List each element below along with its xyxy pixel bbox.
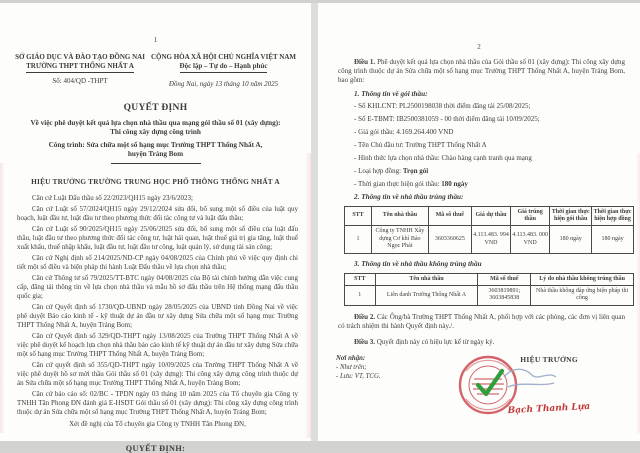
recital: Căn cứ báo cáo số: 02/BC - TPDN ngày 03 tháng 10 năm 2025 của Tổ chuyên gia Công ty TNHH Tân Phong ĐN đánh giá E-HSDT Gói thầu số 01 (xây dựng): Thi công xây dựng công trình thuộc dự án Sửa chữa một số hạng mục Trường THPT Thống Nhất A, huyện Trảng Bom; [17,390,298,417]
recital: Căn cứ Luật số 57/2024/QH15 ngày 29/12/2024 sửa đổi, bổ sung một số điều của luật quy hoạch, luật đầu tư, luật đầu tư theo phương thức đối tác công tư và luật đấu thầu; [17,204,298,222]
article-2-label: Điều 2. [354,312,376,321]
article-3 [338,338,625,347]
list-item: - Loại hợp đồng: Trọn gói [354,167,429,176]
project-line: Công trình: Sửa chữa một số hạng mục Trường THPT Thống Nhất A, huyện Trảng Bom [48,141,263,158]
list-item: - Thời gian thực hiện gói thầu: 180 ngày [354,180,468,189]
page-number: 2 [477,43,481,51]
table-header-row: STT Tên nhà thầu Mã số thuế Lý do nhà thầu không trúng thầu [345,273,634,285]
table-header-row: STT Tên nhà thầu Mã số thuế Giá dự thầu Giá trúng thầu Thời gian thực hiện gói thầu Thời gian thực hiện hợp đồng [345,206,634,226]
recital: Căn cứ Quyết định số 329/QD-THPT ngày 13/08/2025 của Trường THPT Thống Nhất A về việc phê duyệt kế hoạch lựa chọn nhà thầu báo cáo kinh tế kỹ thuật dự án đầu tư xây dựng Sửa chữa một số hạng mục Trường THPT Thống Nhất A, huyện Trảng Bom; [17,331,298,359]
recitals [17,194,298,429]
section-1-heading: 1. Thông tin về gói thầu: [354,89,428,98]
decision-heading: QUYẾT ĐỊNH: [125,443,186,453]
recital-proposal: Xét đề nghị của Tổ chuyên gia Công ty TNHH Tân Phong ĐN, [69,419,246,428]
recital: Căn cứ Quyết định số 1730/QD-UBND ngày 28/05/2025 của UBND tỉnh Đồng Nai về việc phê duyệt Báo cáo kinh tế - kỹ thuật dự án đầu tư xây dựng Sửa chữa một số hạng mục Trường THPT Thống Nhất A, huyện Trảng Bom; [17,302,298,330]
document-number: Số: 404/QD -THPT [52,77,108,85]
document-subtitle: Về việc phê duyệt kết quả lựa chọn nhà thầu qua mạng gói thầu số 01 (xây dựng): Thi công xây dựng công trình [30,119,281,136]
header-issuing-agency [14,53,146,89]
stamp-seal-icon [460,357,516,413]
scan-artifact [0,163,5,433]
date-line: Đồng Nai, ngày 13 tháng 10 năm 2025 [168,80,279,88]
package-info-list [318,102,640,189]
motto: Độc lập – Tự do – Hạnh phúc [180,62,268,73]
article-1-label: Điều 1. [354,58,376,66]
issuer-heading: HIỆU TRƯỞNG TRƯỜNG TRUNG HỌC PHỔ THÔNG THỐNG NHẤT A [31,177,280,186]
recipient-item: - Như trên; [336,364,367,372]
recipients-label: Nơi nhận: [336,355,366,363]
recital: Căn cứ quyết định số 355/QD-THPT ngày 10/09/2025 của Trường THPT Thống Nhất A về việc phê duyệt hồ sơ mời thầu Gói thầu số 01 (xây dựng): Thi công xây dựng công trình thuộc dự án Sửa chữa một số hạng mục Trường THPT Thống Nhất A, huyện Trảng Bom; [17,360,298,388]
recital: Căn cứ Luật Đấu thầu số 22/2023/QH15 ngày 23/6/2023; [32,194,193,202]
document-header [0,53,311,89]
winning-bidder-table [344,206,634,254]
signer-title: HIỆU TRƯỞNG [520,355,578,365]
signer-name: Bạch Thanh Lựa [507,402,591,417]
list-item: - Hình thức lựa chọn nhà thầu: Chào hàng cạnh tranh qua mạng [354,154,532,163]
list-item: - Tên Chủ đầu tư: Trường THPT Thống Nhất A [354,141,487,150]
recipients-block [336,355,466,447]
article-3-label: Điều 3. [354,338,375,347]
table-row: 1 Công ty TNHH Xây dựng Cơ khí Bảo Ngọc Phát 3603360625 4.113.483. 994 VND 4.113.483. 000 VND 180 ngày 180 ngày [345,226,634,253]
recipient-item: - Lưu: VT, TCG. [336,372,381,380]
recital: Căn cứ Thông tư số 79/2025/TT-BTC ngày 04/08/2025 của Bộ tài chính hướng dẫn việc cung cấp, đăng tải thông tin về lựa chọn nhà thầu và mẫu hồ sơ đấu thầu trên Hệ thống mạng đấu thầu quốc gia; [17,273,298,301]
losing-bidder-table [344,273,634,306]
article-2-text: Các Ông/bà Trường THPT Thống Nhất A, phối hợp với các phòng, các đơn vị liên quan có trách nhiệm thi hành Quyết định này./. [338,312,626,331]
section-2-heading: 2. Thông tin về nhà thầu trúng thầu: [354,192,464,201]
list-item: - Giá gói thầu: 4.169.264.400 VND [354,128,454,137]
page-2 [318,3,640,441]
agency-name: TRƯỜNG THPT THỐNG NHẤT A [26,62,134,73]
list-item: - Số E-TBMT: IB2500381059 - 00 thời điểm đăng tải 10/09/2025; [354,115,540,124]
signature-block [466,355,632,447]
document-footer [336,355,632,447]
country-title: CỘNG HÒA XÃ HỘI CHỦ NGHĨA VIỆT NAM [150,53,296,61]
document-title: QUYẾT ĐỊNH [123,103,188,113]
article-2 [338,313,625,331]
title-divider [111,163,201,164]
section-3-heading: 3. Thông tin về nhà thầu không trúng thầu [354,259,482,268]
header-national-motto [146,53,301,89]
check-icon [478,371,502,394]
page-divider [311,3,318,441]
article-1-text: Phê duyệt kết quả lựa chọn nhà thầu của Gói thầu số 01 (xây dựng): Thi công xây dựng công trình thuộc dự án Sửa chữa một số hạng mục Trường THPT Thống Nhất A, huyện Trảng Bom, bao gồm: [338,58,626,85]
table-row: 1 Liên danh Trường Thống Nhất A 3603819891; 3603845838 Nhà thầu không đáp ứng biện pháp thi công [345,286,634,306]
list-item: - Số KHLCNT: PL2500198038 thời điểm đăng tải 25/08/2025; [354,102,531,111]
page-1 [0,3,311,453]
agency-parent: SỞ GIÁO DỤC VÀ ĐÀO TẠO ĐỒNG NAI [15,53,145,61]
article-1 [338,58,625,86]
scan-artifact [305,153,311,438]
page-number: 1 [153,36,158,44]
recital: Căn cứ Luật số 90/2025/QH15 ngày 25/06/2025 sửa đổi, bổ sung một số điều của luật đấu thầu, luật đầu tư theo phương thức đối tác công tư, luật hải quan, luật thuế giá trị gia tăng, luật thuế xuất khẩu, thuế nhập khẩu, luật đầu tư, luật đầu tư công, luật quản lý, sử dụng tài sản công; [17,224,298,252]
recital: Căn cứ Nghị định số 214/2025/ND-CP ngày 04/08/2025 của Chính phủ về việc quy định chi tiết một số điều và biện pháp thi hành Luật Đấu thầu về lựa chọn nhà thầu; [17,253,298,271]
article-3-text: Quyết định này có hiệu lực kể từ ngày ký. [375,338,495,347]
